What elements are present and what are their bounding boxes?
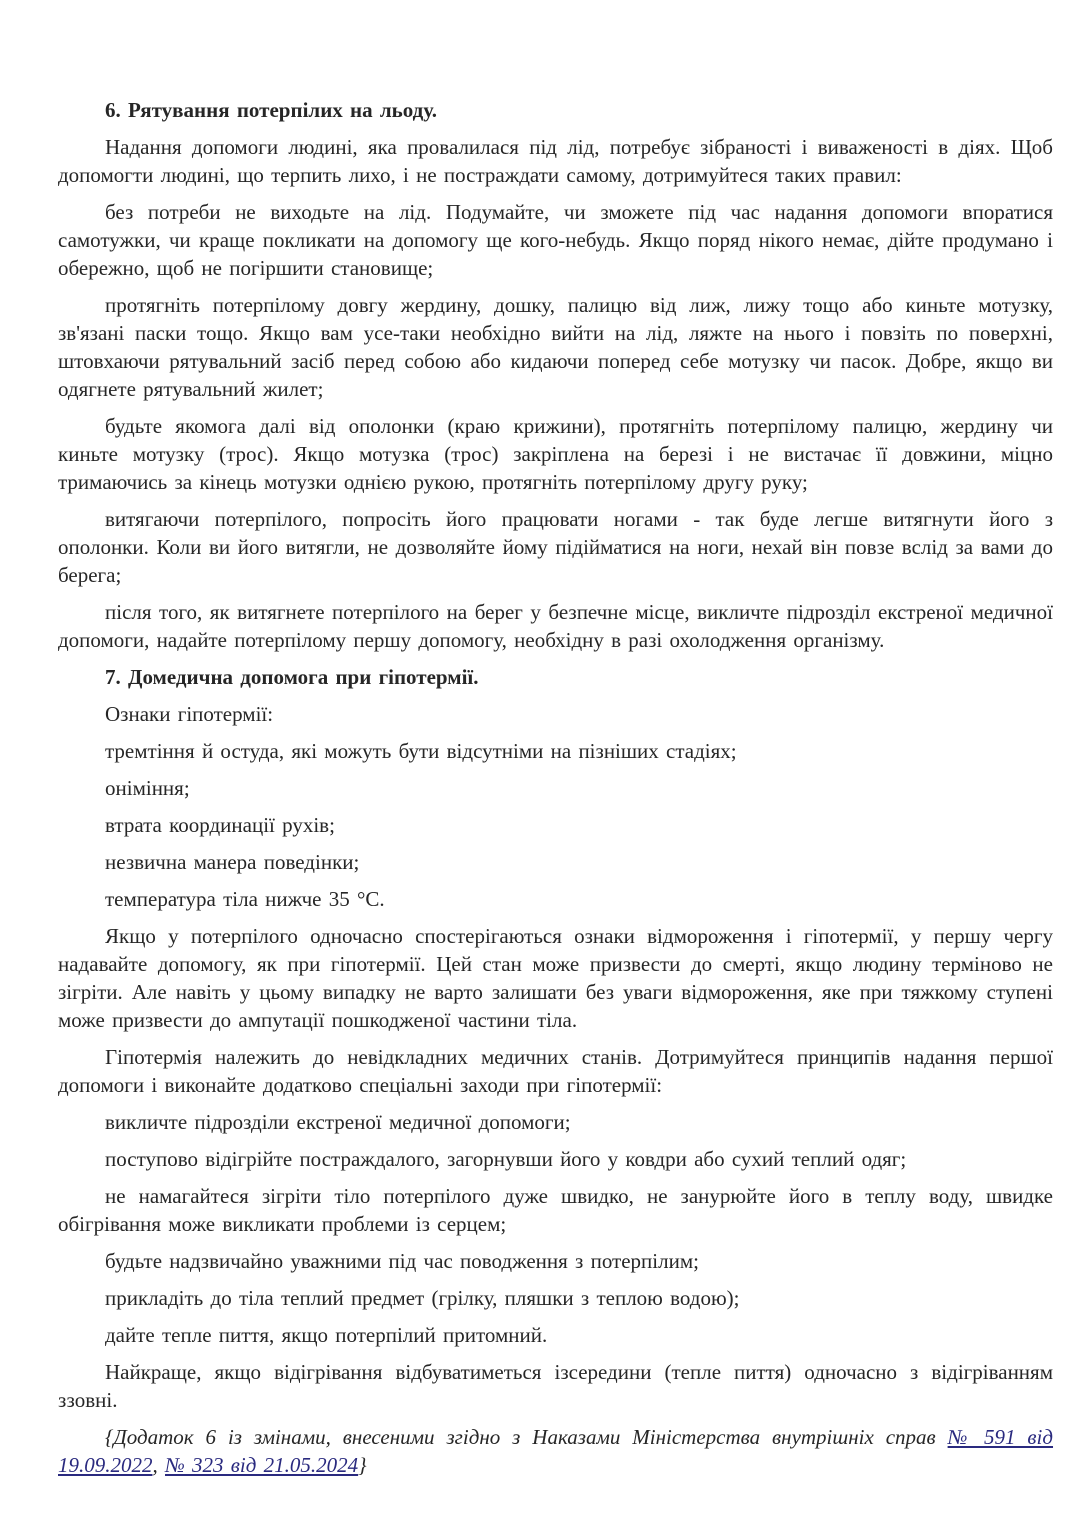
document-body xyxy=(58,96,1053,1479)
amendment-note xyxy=(58,1423,1053,1479)
amendment-text: } xyxy=(358,1453,367,1477)
paragraph: Ознаки гіпотермії: xyxy=(105,702,274,726)
paragraph: дайте тепле пиття, якщо потерпілий притомний. xyxy=(105,1323,548,1347)
paragraph: оніміння; xyxy=(105,776,190,800)
paragraph: незвична манера поведінки; xyxy=(105,850,360,874)
paragraph: Найкраще, якщо відігрівання відбуватиметься ізсередини (тепле пиття) одночасно з відігріванням ззовні. xyxy=(58,1360,1053,1412)
paragraph: після того, як витягнете потерпілого на берег у безпечне місце, викличте підрозділ екстреної медичної допомоги, надайте потерпілому першу допомогу, необхідну в разі охолодження організму. xyxy=(58,600,1053,652)
paragraph: будьте якомога далі від ополонки (краю крижини), протягніть потерпілому палицю, жердину чи киньте мотузку (трос). Якщо мотузка (трос) закріплена на березі і не вистачає її довжини, міцно тримаючись за кінець мотузки однією рукою, протягніть потерпілому другу руку; xyxy=(58,414,1053,494)
paragraph: будьте надзвичайно уважними під час поводження з потерпілим; xyxy=(105,1249,699,1273)
paragraph: витягаючи потерпілого, попросіть його працювати ногами - так буде легше витягнути його з ополонки. Коли ви його витягли, не дозволяйте йому підійматися на ноги, нехай він повзе вслід за вами до берега; xyxy=(58,507,1053,587)
section-heading: 7. Домедична допомога при гіпотермії. xyxy=(105,665,479,689)
paragraph: протягніть потерпілому довгу жердину, дошку, палицю від лиж, лижу тощо або киньте мотузку, зв'язані паски тощо. Якщо вам усе-таки необхідно вийти на лід, ляжте на нього і повзіть по поверхні, штовхаючи рятувальний засіб перед собою або кидаючи поперед себе мотузку чи пасок. Добре, якщо ви одягнете рятувальний жилет; xyxy=(58,293,1053,401)
paragraph: поступово відігрійте постраждалого, загорнувши його у ковдри або сухий теплий одяг; xyxy=(105,1147,907,1171)
paragraph: Надання допомоги людині, яка провалилася під лід, потребує зібраності і виваженості в діях. Щоб допомогти людині, що терпить лихо, і не постраждати самому, дотримуйтеся таких правил: xyxy=(58,135,1053,187)
paragraph: Якщо у потерпілого одночасно спостерігаються ознаки відмороження і гіпотермії, у першу чергу надавайте допомогу, як при гіпотермії. Цей стан може призвести до смерті, якщо людину терміново не зігріти. Але навіть у цьому випадку не варто залишати без уваги відмороження, яке при тяжкому ступені може призвести до ампутації пошкодженої частини тіла. xyxy=(58,924,1053,1032)
paragraph: прикладіть до тіла теплий предмет (грілку, пляшки з теплою водою); xyxy=(105,1286,740,1310)
amendment-link[interactable]: № 323 від 21.05.2024 xyxy=(165,1453,359,1477)
paragraph: Гіпотермія належить до невідкладних медичних станів. Дотримуйтеся принципів надання першої допомоги і виконайте додатково спеціальні заходи при гіпотермії: xyxy=(58,1045,1053,1097)
paragraph: тремтіння й остуда, які можуть бути відсутніми на пізніших стадіях; xyxy=(105,739,737,763)
paragraph: викличте підрозділи екстреної медичної допомоги; xyxy=(105,1110,571,1134)
amendment-text: {Додаток 6 із змінами, внесеними згідно з Наказами Міністерства внутрішніх справ xyxy=(105,1425,948,1449)
paragraph: температура тіла нижче 35 °С. xyxy=(105,887,385,911)
section-heading: 6. Рятування потерпілих на льоду. xyxy=(105,98,437,122)
amendment-text: , xyxy=(152,1453,165,1477)
paragraph: втрата координації рухів; xyxy=(105,813,335,837)
paragraph: не намагайтеся зігріти тіло потерпілого дуже швидко, не занурюйте його в теплу воду, швидке обігрівання може викликати проблеми із серцем; xyxy=(58,1184,1053,1236)
amendment-link[interactable]: № 591 від 19.09.2022 xyxy=(58,1425,1054,1477)
paragraph: без потреби не виходьте на лід. Подумайте, чи зможете під час надання допомоги впоратися самотужки, чи краще покликати на допомогу ще кого-небудь. Якщо поряд нікого немає, дійте продумано і обережно, щоб не погіршити становище; xyxy=(58,200,1053,280)
